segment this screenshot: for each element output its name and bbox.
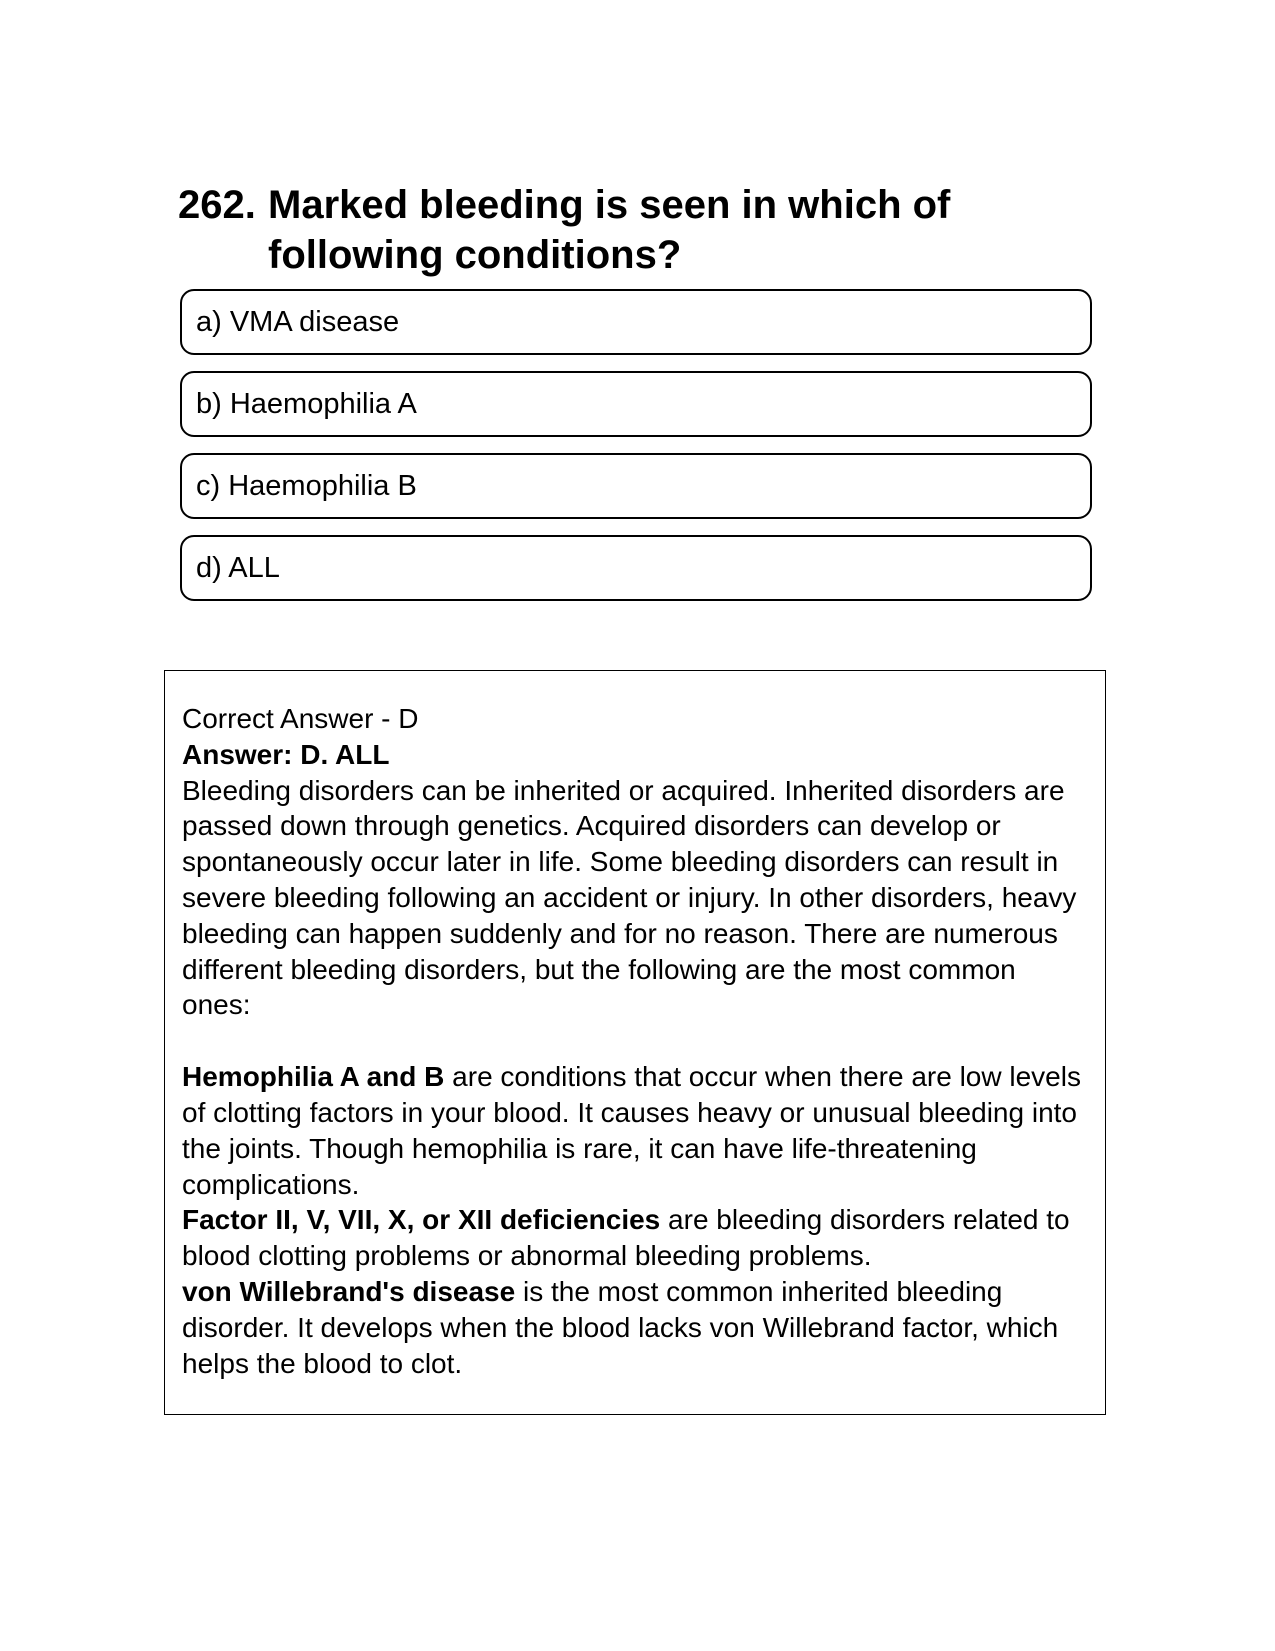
explanation-item-hemophilia [182,1059,1091,1202]
answer-heading: Answer: D. ALL [182,738,390,770]
question-text: Marked bleeding is seen in which of following conditions? [268,183,951,277]
option-b[interactable]: b) Haemophilia A [180,371,1092,437]
explanation-item-factor-deficiencies [182,1202,1091,1274]
option-c[interactable]: c) Haemophilia B [180,453,1092,519]
item-text: are bleeding disorders related to blood clotting problems or abnormal bleeding problems. [182,1204,1070,1272]
question-number: 262. [178,183,256,227]
explanation-intro: Bleeding disorders can be inherited or acquired. Inherited disorders are passed down through genetics. Acquired disorders can develop or spontaneously occur later in life. Some bleeding disorders can result in severe bleeding following an accident or injury. In other disorders, heavy bleeding can happen suddenly and for no reason. There are numerous different bleeding disorders, but the following are the most common ones: [182,774,1077,1021]
answer-explanation-box [164,670,1106,1415]
item-text: are conditions that occur when there are low levels of clotting factors in your blood. It causes heavy or unusual bleeding into the joints. Though hemophilia is rare, it can have life-threatening complications. [182,1061,1081,1200]
item-text: is the most common inherited bleeding disorder. It develops when the blood lacks von Willebrand factor, which helps the blood to clot. [182,1275,1059,1379]
item-term: Hemophilia A and B [182,1061,445,1093]
item-term: von Willebrand's disease [182,1275,516,1307]
option-d[interactable]: d) ALL [180,535,1092,601]
option-a[interactable]: a) VMA disease [180,289,1092,355]
correct-answer-line: Correct Answer - D [182,703,419,734]
item-term: Factor II, V, VII, X, or XII deficiencies [182,1204,661,1236]
explanation-item-von-willebrand [182,1274,1091,1381]
paragraph-gap [182,1023,1091,1059]
